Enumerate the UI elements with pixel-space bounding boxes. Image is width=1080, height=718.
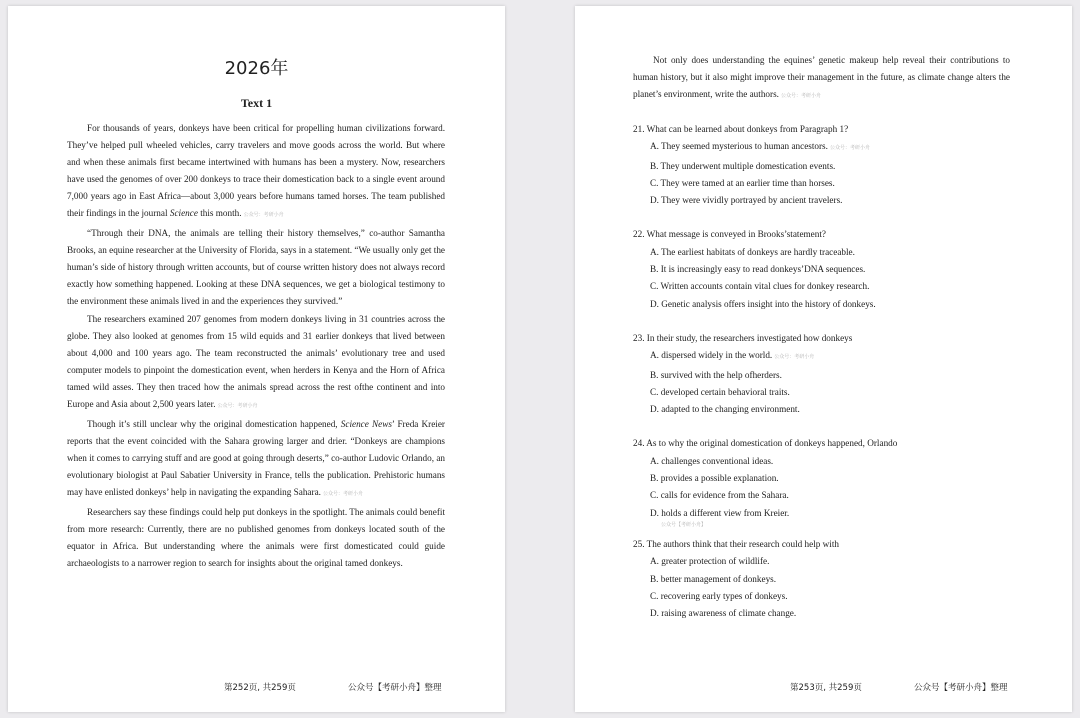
- passage-paragraph-3: The researchers examined 207 genomes from modern donkeys living in 31 countries across the globe. They also looked at genomes from 15 wild equids and 31 earlier donkeys that lived between about 4,000 and 100 years ago. The team reconstructed the animals’ evolutionary tree and used computer models to pinpoint the domestication event, when herders in Kenya and the Horn of Africa tamed wild asses. They then traced how the animals spread across the rest ofthe continent and into Europe and Asia about 2,500 years later. 公众号：考研小舟: [67, 314, 445, 409]
- answer-option: A. greater protection of wildlife.: [650, 556, 770, 567]
- answer-option: D. Genetic analysis offers insight into the history of donkeys.: [650, 298, 876, 309]
- answer-option: A. The earliest habitats of donkeys are hardly traceable.: [650, 246, 855, 257]
- question-stem: 25. The authors think that their research could help with: [633, 538, 839, 549]
- passage-body: [67, 120, 445, 573]
- question-stem: 22. What message is conveyed in Brooks’statement?: [633, 229, 826, 240]
- answer-option: B. It is increasingly easy to read donkeys’DNA sequences.: [650, 264, 866, 275]
- passage-paragraph-5: Researchers say these findings could help put donkeys in the spotlight. The animals could benefit from more research: Currently, there are no published genomes from donkeys located south of the equator in Africa. But understanding where the animals were first domesticated could guide archaeologists to a narrower region to search for insights about the original tamed donkeys.: [67, 507, 445, 568]
- answer-option: C. Written accounts contain vital clues for donkey research.: [650, 281, 870, 292]
- document-page-right: [575, 6, 1072, 712]
- questions-body: [633, 52, 1010, 622]
- watermark-text: 公众号：考研小舟: [322, 492, 363, 497]
- answer-option: A. challenges conventional ideas.: [650, 455, 774, 466]
- answer-option: A. They seemed mysterious to human ancestors. 公众号：考研小舟: [650, 141, 870, 152]
- question-25: [633, 536, 1010, 622]
- passage-title: Text 1: [240, 96, 273, 110]
- page-number: 第252页, 共259页: [224, 683, 296, 693]
- watermark-text: 公众号：考研小舟: [780, 94, 821, 99]
- answer-option: A. dispersed widely in the world. 公众号：考研小舟: [650, 350, 815, 361]
- watermark-text: 公众号：考研小舟: [243, 213, 284, 218]
- question-22: [633, 226, 1010, 312]
- passage-paragraph-4: Though it’s still unclear why the original domestication happened, Science News’ Freda Kreier reports that the event coincided with the Sahara growing larger and drier. “Donkeys are champions when it comes to carrying stuff and are good at going through deserts,” co-author Ludovic Orlando, an evolutionary biologist at Paul Sabatier University in France, tells the publication. Prehistoric humans may have enlisted donkeys’ help in navigating the expanding Sahara. 公众号：考研小舟: [67, 419, 445, 497]
- question-stem: 23. In their study, the researchers investigated how donkeys: [633, 332, 853, 343]
- answer-option: D. raising awareness of climate change.: [650, 608, 797, 619]
- question-stem: 24. As to why the original domestication of donkeys happened, Orlando: [633, 438, 898, 449]
- passage-paragraph-6: Not only does understanding the equines’ genetic makeup help reveal their contributions to human history, but it also might improve their management in the future, as climate change alters the planet’s environment, write the authors. 公众号：考研小舟: [633, 55, 1010, 99]
- page-number: 第253页, 共259页: [790, 683, 862, 693]
- watermark-text: 公众号【考研小舟】: [661, 522, 707, 528]
- watermark-text: 公众号：考研小舟: [829, 146, 870, 152]
- answer-option: B. provides a possible explanation.: [650, 473, 779, 484]
- answer-option: D. holds a different view from Kreier.: [650, 507, 790, 518]
- footer-source: 公众号【考研小舟】整理: [348, 683, 442, 693]
- passage-paragraph-2: “Through their DNA, the animals are telling their history themselves,” co-author Samantha Brooks, an equine researcher at the University of Florida, says in a statement. “We usually only get the human’s side of history through written accounts, but of course written history does not always record exactly how something happened. Looking at these DNA sequences, we get a biological testimony to the environment these animals lived in and the experiences they survived.”: [67, 228, 445, 306]
- answer-option: C. They were tamed at an earlier time than horses.: [650, 177, 835, 188]
- document-page-left: [8, 6, 505, 712]
- passage-paragraph-1: For thousands of years, donkeys have been critical for propelling human civilizations forward. They’ve helped pull wheeled vehicles, carry travelers and move goods across the world. But where and when these animals first became intertwined with humans has been a mystery. Now, researchers have used the genomes of over 200 donkeys to trace their domestication back to a single event around 7,000 years ago in East Africa—about 3,000 years before humans tamed horses. The team published their findings in the journal Science this month. 公众号：考研小舟: [67, 123, 445, 218]
- question-23: [633, 330, 1010, 418]
- answer-option: B. better management of donkeys.: [650, 573, 777, 584]
- answer-option: B. survived with the help ofherders.: [650, 369, 782, 380]
- watermark-text: 公众号：考研小舟: [217, 404, 258, 409]
- exam-year-title: 2026年: [224, 58, 289, 79]
- answer-option: D. adapted to the changing environment.: [650, 404, 800, 415]
- answer-option: C. recovering early types of donkeys.: [650, 590, 788, 601]
- question-21: [633, 121, 1010, 209]
- answer-option: C. developed certain behavioral traits.: [650, 386, 790, 397]
- answer-option: B. They underwent multiple domestication events.: [650, 160, 836, 171]
- footer-source: 公众号【考研小舟】整理: [914, 683, 1008, 693]
- answer-option: C. calls for evidence from the Sahara.: [650, 490, 789, 501]
- question-24: [633, 435, 1010, 529]
- answer-option: D. They were vividly portrayed by ancient travelers.: [650, 195, 843, 206]
- watermark-text: 公众号：考研小舟: [774, 355, 815, 361]
- question-stem: 21. What can be learned about donkeys from Paragraph 1?: [633, 124, 849, 134]
